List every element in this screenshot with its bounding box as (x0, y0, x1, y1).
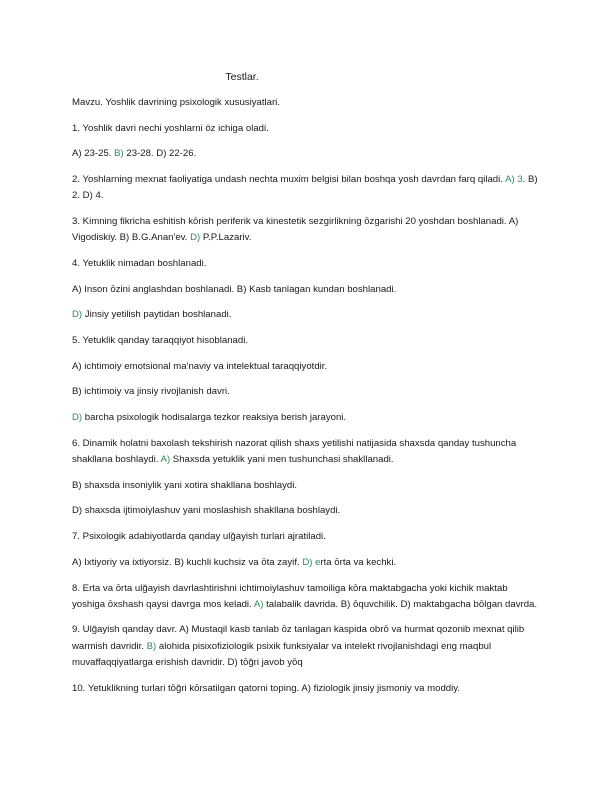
highlighted-answer: B) (146, 640, 157, 652)
text-run: rta ōrta va kechki. (320, 556, 397, 568)
text-run: 10. Yetuklikning turlari tōğri kōrsatilgan qatorni toping. A) fiziologik jinsiy jismoniy va moddiy. (72, 682, 461, 694)
paragraph (72, 214, 542, 246)
document-title: Testlar. (225, 71, 259, 83)
text-run: alohida pisixofiziologik psixik funksiyalar va intelekt rivojlanishdagi eng maqbul muvaffaqqiyatlarga erishish davridir. D) tōğri javob yōq (72, 640, 492, 668)
paragraph (72, 282, 542, 298)
paragraph (72, 478, 542, 494)
text-run: 6. Dinamik holatni baxolash tekshirish nazorat qilish shaxs yetilishi natijasida shaxsda qanday tushuncha shakllana boshlaydi. (72, 437, 517, 466)
text-run: 8. Erta va ōrta ulğayish davrlashtirishni ichtimoiylashuv tamoiliga kōra maktabgacha yoki kichik maktab yoshiga ōxshash qaysi davrga mos keladi. (72, 582, 508, 610)
text-run: P.P.Lazariv. (200, 232, 252, 244)
text-run: D) shaxsda ijtimoiylashuv yani moslashish shakllana boshlaydi. (72, 505, 341, 517)
highlighted-answer: D) e (302, 556, 321, 568)
text-run: Shaxsda yetuklik yani men tushunchasi shakllanadi. (170, 454, 394, 466)
document-body (72, 95, 542, 706)
text-run: A) 23-25. (72, 148, 115, 160)
text-run: 1. Yoshlik davri nechi yoshlarni öz ichiga oladi. (72, 122, 269, 134)
paragraph (72, 146, 542, 162)
paragraph (72, 95, 542, 111)
paragraph (72, 410, 542, 426)
text-run: 9. Ulğayish qanday davr. A) Mustaqil kasb tanlab ōz tanlagan kaspida obrō va hurmat qozonib mexnat qilib warmish davridir. (72, 624, 525, 652)
text-run: A) Ixtiyoriy va ixtiyorsiz. B) kuchli kuchsiz va ōta zayif. (72, 556, 303, 568)
text-run: A) ichtimoiy emotsional ma'naviy va intelektual taraqqiyotdir. (72, 360, 328, 372)
paragraph (72, 121, 542, 137)
highlighted-answer: A) (160, 454, 171, 466)
text-run: Mavzu. Yoshlik davrining psixologik xususiyatlari. (72, 97, 280, 108)
text-run: . B) 2. D) 4. (72, 174, 538, 202)
text-run: barcha psixologik hodisalarga tezkor reaksiya berish jarayoni. (82, 412, 347, 424)
text-run: B) ichtimoiy va jinsiy rivojlanish davri. (72, 386, 230, 398)
paragraph (72, 333, 542, 349)
text-run: Jinsiy yetilish paytidan boshlanadi. (82, 309, 232, 321)
highlighted-answer: D) (72, 309, 83, 321)
text-run: 23-28. D) 22-26. (123, 148, 197, 160)
highlighted-answer: A) (253, 598, 264, 610)
paragraph (72, 436, 542, 468)
paragraph (72, 359, 542, 375)
paragraph (72, 681, 542, 697)
highlighted-answer: B) (114, 148, 124, 160)
highlighted-answer: A) 3 (505, 174, 523, 186)
text-run: 3. Kimning fikricha eshitish kōrish periferik va kinestetik sezgirlikning ōzgarishi 20 yoshdan boshlanadi. A) Vigodiskiy. B) B.G.Anan'ev. (72, 216, 519, 244)
highlighted-answer: D) (190, 232, 201, 244)
paragraph (72, 503, 542, 519)
paragraph (72, 529, 542, 545)
paragraph (72, 384, 542, 400)
text-run: 4. Yetuklik nimadan boshlanadi. (72, 257, 207, 269)
paragraph (72, 581, 542, 613)
text-run: B) shaxsda insoniylik yani xotira shakllana boshlaydi. (72, 479, 298, 491)
text-run: talabalik davrida. B) ōquvchilik. D) maktabgacha bōlgan davrda. (263, 598, 538, 610)
paragraph (72, 307, 542, 323)
text-run: 7. Psixologik adabiyotlarda qanday ulğayish turlari ajratiladi. (72, 531, 326, 543)
paragraph (72, 555, 542, 571)
highlighted-answer: D) (72, 412, 83, 424)
text-run: 5. Yetuklik qanday taraqqiyot hisoblanadi. (72, 335, 249, 347)
paragraph (72, 172, 542, 204)
paragraph (72, 256, 542, 272)
paragraph (72, 622, 542, 671)
text-run: A) Inson ōzini anglashdan boshlanadi. B) Kasb tanlagan kundan boshlanadi. (72, 283, 397, 295)
text-run: 2. Yoshlarning mexnat faoliyatiga undash nechta muxim belgisi bilan boshqa yosh davrdan farq qiladi. (72, 174, 506, 186)
